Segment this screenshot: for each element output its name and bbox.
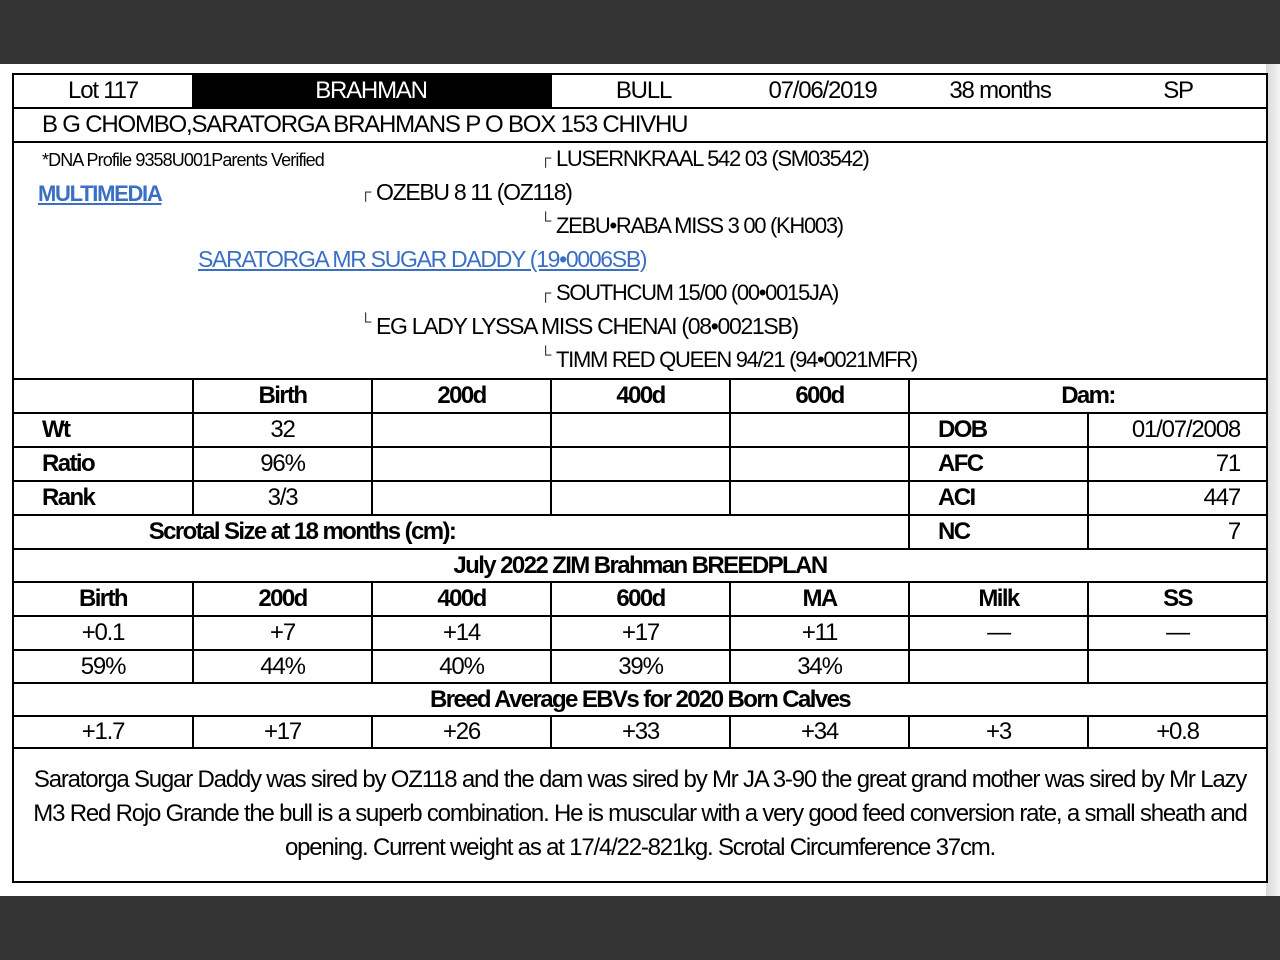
sire: OZEBU 8 11 (OZ118) [376,179,572,205]
lot-card [12,73,1268,883]
performance-header-row [14,380,1266,414]
sex-label: BULL [550,75,735,107]
breedplan-header-row [14,583,1266,617]
breeder-row [14,109,1266,143]
table-row [14,617,1266,651]
registration-code: SP [1163,77,1193,104]
lot-comment: Saratorga Sugar Daddy was sired by OZ118 and the dam was sired by Mr JA 3-90 the great grand mother was sired by Mr Lazy M3 Red Rojo Grande the bull is a superb combination. He is muscular with a very good feed conversion rate, a small sheath and opening. Current weight as at 17/4/22-821kg. Scrotal Circumference 37cm. [33,766,1247,861]
col-600d: 600d [729,380,908,412]
dam-sire: SOUTHCUM 15/00 (00•0015JA) [556,280,839,305]
dam-nc-value: 7 [1087,516,1266,548]
viewer-bottom-bar [0,896,1280,960]
ratio-600d [729,448,908,480]
ebv-600d: +17 [550,617,729,649]
tree-bracket-icon: ┌ [540,150,551,167]
avg-ss: +0.8 [1087,717,1266,747]
dam-dob-label: DOB [908,414,1087,446]
scrotal-size-label: Scrotal Size at 18 months (cm): [148,518,456,545]
col-birth: Birth [192,380,371,412]
breed-average-title: Breed Average EBVs for 2020 Born Calves [429,685,851,713]
ebv-col-ma: MA [729,583,908,615]
wt-400d [550,414,729,446]
ebv-ss: — [1087,617,1266,649]
scrotal-row [14,516,1266,550]
dam-afc-value: 71 [1087,448,1266,480]
table-row [14,414,1266,448]
dam-aci-label: ACI [908,482,1087,514]
row-label-wt: Wt [42,416,70,443]
avg-200d: +17 [192,717,371,747]
acc-600d: 39% [550,651,729,682]
acc-ss [1087,651,1266,682]
dam-afc-label: AFC [908,448,1087,480]
age-label: 38 months [949,77,1051,104]
col-200d: 200d [371,380,550,412]
table-row [14,651,1266,684]
empty-corner [14,380,192,412]
dam-dam: TIMM RED QUEEN 94/21 (94•0021MFR) [556,347,917,372]
ebv-ma: +11 [729,617,908,649]
ebv-col-milk: Milk [908,583,1087,615]
ebv-col-400d: 400d [371,583,550,615]
rank-200d [371,482,550,514]
sire-sire: LUSERNKRAAL 542 03 (SM03542) [556,146,869,171]
lot-number: Lot 117 [68,77,138,104]
ebv-400d: +14 [371,617,550,649]
multimedia-link[interactable]: MULTIMEDIA [38,181,162,206]
tree-bracket-icon: ┌ [540,285,551,302]
dam-aci-value: 447 [1087,482,1266,514]
sire-dam: ZEBU•RABA MISS 3 00 (KH003) [556,213,843,238]
table-row [14,482,1266,516]
wt-600d [729,414,908,446]
rank-birth: 3/3 [192,482,371,514]
breedplan-title-row [14,550,1266,583]
ebv-birth: +0.1 [81,619,125,646]
dam: EG LADY LYSSA MISS CHENAI (08•0021SB) [376,313,798,339]
ebv-200d: +7 [192,617,371,649]
ratio-400d [550,448,729,480]
breeder-address: B G CHOMBO,SARATORGA BRAHMANS P O BOX 153 CHIVHU [42,111,688,138]
table-row [14,448,1266,482]
avg-birth: +1.7 [81,718,125,745]
tree-corner-icon: └ [540,347,551,364]
ebv-col-200d: 200d [192,583,371,615]
header-row [14,75,1266,109]
viewer-top-bar [0,0,1280,64]
acc-400d: 40% [371,651,550,682]
ebv-milk: — [908,617,1087,649]
ebv-col-birth: Birth [79,585,127,612]
dam-title: Dam: [908,380,1266,412]
ratio-birth: 96% [192,448,371,480]
dna-profile: *DNA Profile 9358U001Parents Verified [42,150,324,170]
avg-milk: +3 [908,717,1087,747]
row-label-rank: Rank [42,484,95,511]
dam-dob-value: 01/07/2008 [1087,414,1266,446]
rank-600d [729,482,908,514]
wt-birth: 32 [192,414,371,446]
wt-200d [371,414,550,446]
row-label-ratio: Ratio [42,450,95,477]
breedplan-title: July 2022 ZIM Brahman BREEDPLAN [453,551,827,579]
acc-birth: 59% [80,652,126,680]
page-edge-shadow [1266,64,1280,896]
pedigree-section [14,143,1266,380]
ratio-200d [371,448,550,480]
breed-average-title-row [14,684,1266,717]
avg-ma: +34 [729,717,908,747]
col-400d: 400d [550,380,729,412]
dam-nc-label: NC [908,516,1087,548]
ebv-col-ss: SS [1087,583,1266,615]
table-row [14,717,1266,749]
avg-400d: +26 [371,717,550,747]
breed-label: BRAHMAN [192,75,550,107]
acc-milk [908,651,1087,682]
acc-ma: 34% [729,651,908,682]
rank-400d [550,482,729,514]
tree-corner-icon: └ [360,314,371,331]
scrotal-size-value [550,516,908,548]
tree-corner-icon: └ [540,213,551,230]
avg-600d: +33 [550,717,729,747]
acc-200d: 44% [192,651,371,682]
tree-bracket-icon: ┌ [360,184,371,201]
birth-date: 07/06/2019 [768,77,877,104]
ebv-col-600d: 600d [550,583,729,615]
animal-name-link[interactable]: SARATORGA MR SUGAR DADDY (19•0006SB) [198,246,647,272]
